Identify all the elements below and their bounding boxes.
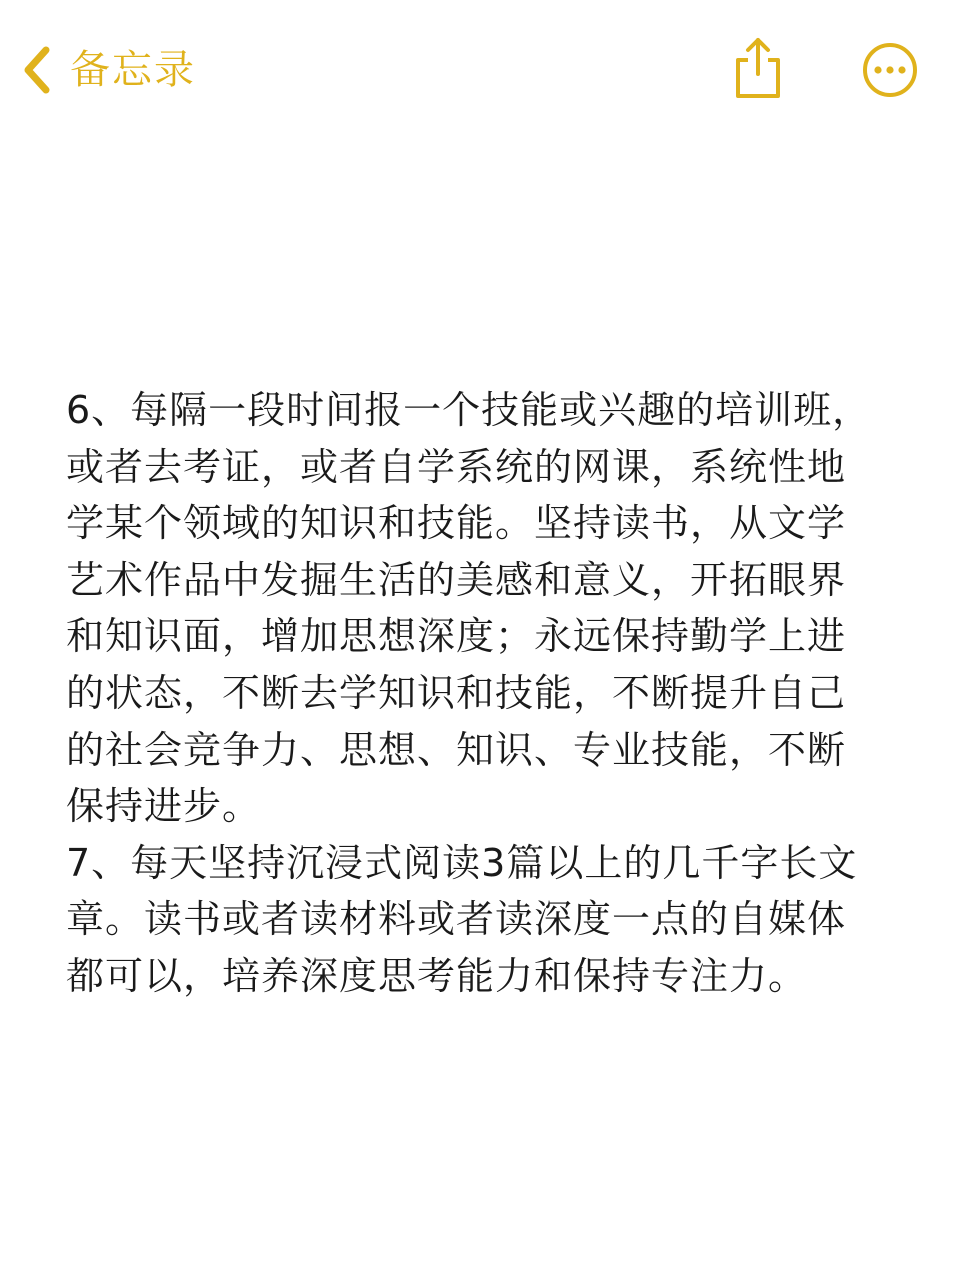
share-icon[interactable] — [730, 34, 786, 100]
more-options-icon[interactable] — [862, 42, 918, 98]
back-button[interactable] — [20, 40, 196, 100]
note-body[interactable] — [66, 382, 876, 1005]
chevron-left-icon — [20, 40, 54, 100]
note-paragraph-7: 7、每天坚持沉浸式阅读3篇以上的几千字长文章。读书或者读材料或者读深度一点的自媒体都可以，培养深度思考能力和保持专注力。 — [66, 840, 858, 998]
navigation-bar — [0, 0, 960, 140]
back-label: 备忘录 — [70, 47, 196, 93]
note-paragraph-6: 6、每隔一段时间报一个技能或兴趣的培训班，或者去考证，或者自学系统的网课，系统性地学某个领域的知识和技能。坚持读书，从文学艺术作品中发掘生活的美感和意义，开拓眼界和知识面，增加思想深度；永远保持勤学上进的状态，不断去学知识和技能，不断提升自己的社会竞争力、思想、知识、专业技能，不断保持进步。 — [66, 388, 872, 829]
